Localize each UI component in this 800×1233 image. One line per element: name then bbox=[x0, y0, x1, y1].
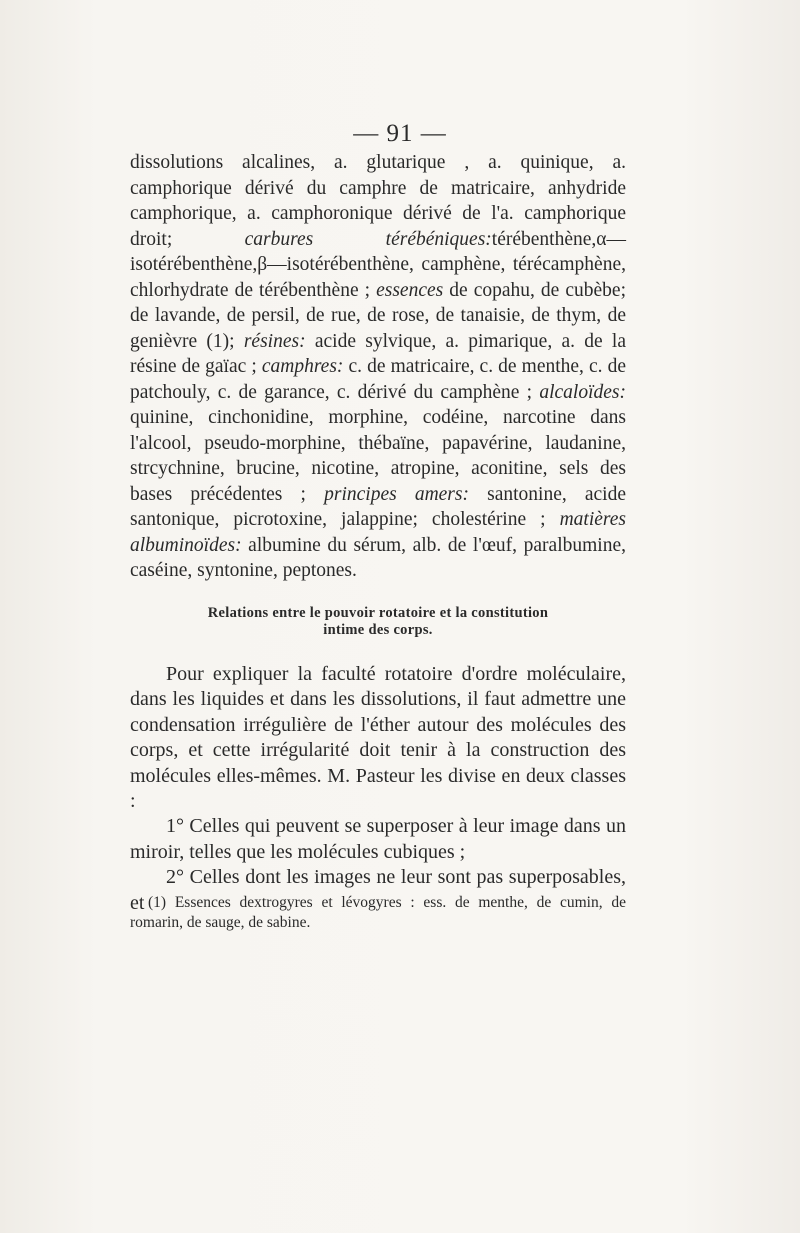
category-term: essences bbox=[376, 279, 444, 301]
body-paragraph: Pour expliquer la faculté rotatoire d'ordre moléculaire, dans les liquides et dans les dissolutions, il faut admettre une condensation irrégulière de l'éther autour des molécules des corps, et cette irrégularité doit tenir à la construction des molécules elles-mêmes. M. Pasteur les divise en deux classes : bbox=[130, 663, 626, 813]
text-segment: santonine, acide santonique, picrotoxine, jalappine; cholestérine ; bbox=[130, 483, 627, 530]
footnote: (1) Essences dextrogyres et lévogyres : ess. de menthe, de cumin, de romarin, de sauge, de sabine. bbox=[130, 894, 626, 931]
text-segment: dissolutions alcalines, a. glutarique , a. quinique, a. camphorique dérivé du camphre de matricaire, anhydride camphorique, a. camphoronique dérivé de l'a. camphorique droit; bbox=[130, 152, 626, 250]
text-segment: albumine du sérum, alb. de l'œuf, paralbumine, caséine, syntonine, peptones. bbox=[130, 534, 626, 581]
category-term: principes amers: bbox=[324, 483, 469, 505]
section-body bbox=[130, 662, 626, 916]
section-heading bbox=[130, 605, 626, 639]
category-term: camphres: bbox=[261, 356, 344, 377]
list-item-paragraph: 2° Celles dont les images ne leur sont pas superposables, et bbox=[130, 866, 626, 914]
text-segment: quinine, cinchonidine, morphine, codéine, narcotine dans l'alcool, pseudo-morphine, thébaïne, papavérine, laudanine, strcychnine, brucine, nicotine, atropine, aconitine, sels des bases précédentes ; bbox=[130, 407, 626, 505]
list-item-paragraph: 1° Celles qui peuvent se superposer à leur image dans un miroir, telles que les molécules cubiques ; bbox=[130, 815, 626, 863]
category-term: carbures térébéniques: bbox=[244, 228, 492, 250]
text-segment: térébenthène,α—isotérébenthène,β—isotérébenthène, camphène, térécamphène, chlorhydrate de térébenthène ; bbox=[130, 228, 626, 301]
substance-list-paragraph bbox=[130, 150, 626, 584]
category-term: matières albuminoïdes: bbox=[130, 509, 626, 556]
text-segment: c. de matricaire, c. de menthe, c. de patchouly, c. de garance, c. dérivé du camphène ; bbox=[130, 356, 627, 403]
text-segment: de copahu, de cubèbe; de lavande, de persil, de rue, de rose, de tanaisie, de thym, de genièvre (1); bbox=[130, 279, 626, 352]
category-term: alcaloïdes: bbox=[539, 381, 626, 403]
section-heading-line-1: Relations entre le pouvoir rotatoire et la constitution bbox=[207, 605, 549, 621]
section-heading-line-2: intime des corps. bbox=[323, 622, 433, 638]
text-segment: acide sylvique, a. pimarique, a. de la résine de gaïac ; bbox=[130, 330, 626, 377]
page-number: — 91 — bbox=[353, 120, 447, 147]
category-term: résines: bbox=[243, 330, 306, 352]
substance-list-text bbox=[130, 150, 626, 584]
